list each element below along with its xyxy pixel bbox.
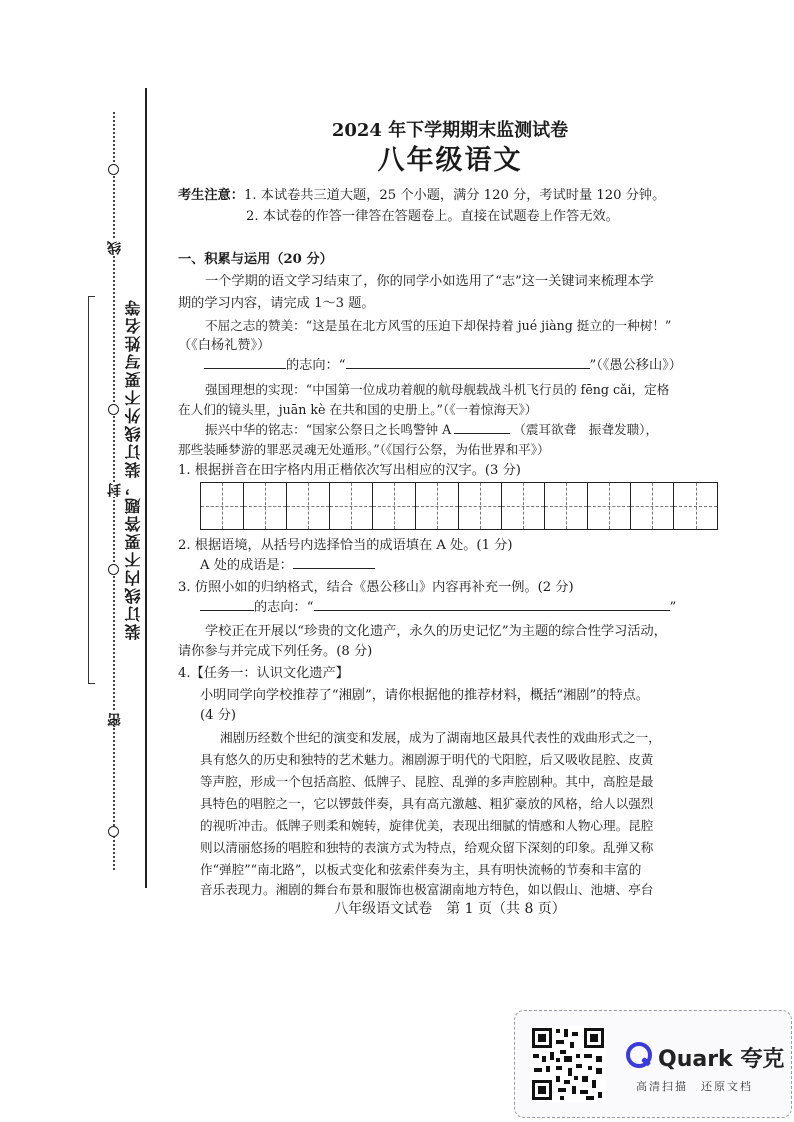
- exam-title: 2024 年下学期期末监测试卷: [331, 120, 569, 141]
- activity-line-1: 学校正在开展以“珍贵的文化遗产，永久的历史记忆”为主题的综合性学习活动，: [205, 624, 667, 639]
- notice-item-1: 1. 本试卷共三道大题，25 个小题，满分 120 分，考试时量 120 分钟。: [243, 188, 666, 203]
- q4-text-1: 小明同学向学校推荐了“湘剧”，请你根据他的推荐材料，概括“湘剧”的特点。: [200, 688, 649, 703]
- material-line-6: 则以清丽悠扬的唱腔和独特的表演方式为特点，给观众留下深刻的印象。乱弹又称: [200, 840, 654, 855]
- q2-label: A 处的成语是：: [200, 558, 293, 573]
- binding-cut-line: [145, 88, 147, 888]
- para3-line-2: 在人们的镜头里，juān kè 在共和国的史册上。”（《一着惊海天》）: [178, 402, 538, 417]
- question-3: 3. 仿照小如的归纳格式，结合《愚公移山》内容再补充一例。(2 分): [178, 580, 574, 595]
- q3-blank-quote[interactable]: [314, 598, 670, 611]
- binding-circle-top: [108, 164, 119, 175]
- material-line-1: 湘剧历经数个世纪的演变和发展，成为了湖南地区最具代表性的戏曲形式之一，: [220, 730, 661, 745]
- grid-cell[interactable]: [588, 483, 631, 529]
- answer-blank-a[interactable]: [454, 421, 510, 434]
- binding-circle-3: [108, 564, 119, 575]
- para4-pre: 振兴中华的铭志：“国家公祭日之长鸣警钟 A: [205, 422, 452, 437]
- intro-line-1: 一个学期的语文学习结束了，你的同学小如选用了“志”这一关键词来梳理本学: [205, 274, 654, 289]
- q3-answer-line: [200, 598, 720, 617]
- grid-cell[interactable]: [631, 483, 674, 529]
- question-4: 4.【任务一：认识文化遗产】: [178, 666, 349, 681]
- para2-end: ”（《愚公移山》）: [589, 358, 682, 373]
- grid-cell[interactable]: [244, 483, 287, 529]
- grid-cell[interactable]: [502, 483, 545, 529]
- quark-tagline: 高清扫描 还原文档: [636, 1080, 753, 1093]
- section-heading: 一、积累与运用（20 分）: [178, 252, 333, 267]
- quark-brand: Quark 夸克: [658, 1047, 785, 1072]
- q3-end: ”: [669, 600, 677, 615]
- binding-bracket: [88, 296, 95, 684]
- subject-title: 八年级语文: [377, 145, 523, 176]
- material-line-5: 的视听冲击。低牌子则柔和婉转，旋律优美，表现出细腻的情感和人物心理。昆腔: [200, 818, 654, 833]
- qr-code-icon: [530, 1026, 606, 1102]
- quark-logo-icon: [626, 1042, 654, 1070]
- para4-line-1: [205, 420, 725, 439]
- q3-mid: 的志向：“: [254, 600, 314, 615]
- grid-cell[interactable]: [459, 483, 502, 529]
- para4-line-2: 那些装睡梦游的罪恶灵魂无处遁形。”（《国行公祭，为佑世界和平》）: [178, 442, 550, 457]
- intro-line-2: 期的学习内容，请完成 1～3 题。: [178, 296, 375, 311]
- question-2: 2. 根据语境，从括号内选择恰当的成语填在 A 处。(1 分): [178, 538, 513, 553]
- notice-label: 考生注意：: [178, 188, 244, 203]
- grid-cell[interactable]: [330, 483, 373, 529]
- material-line-7: 作“弹腔”“南北路”，以板式变化和弦索伴奏为主，具有明快流畅的节奏和丰富的: [200, 862, 642, 877]
- para1-line-2: （《白杨礼赞》）: [178, 338, 271, 353]
- material-line-2: 具有悠久的历史和独特的艺术魅力。湘剧源于明代的弋阳腔，后又吸收昆腔、皮黄: [200, 752, 654, 767]
- page-footer: 八年级语文试卷 第 1 页（共 8 页）: [334, 901, 566, 917]
- q2-answer-blank[interactable]: [293, 556, 375, 569]
- para3-line-1: 强国理想的实现：“中国第一位成功着舰的航母舰载战斗机飞行员的 fēng cǎi，定格: [205, 382, 670, 397]
- q2-answer-line: [200, 556, 720, 575]
- answer-blank-quote[interactable]: [346, 356, 590, 369]
- answer-blank-subject[interactable]: [204, 356, 286, 369]
- notice-line-1: [178, 186, 698, 205]
- grid-cell[interactable]: [287, 483, 330, 529]
- question-1: 1. 根据拼音在田字格内用正楷依次写出相应的汉字。(3 分): [178, 463, 521, 478]
- para2-line: [204, 356, 724, 375]
- para4-post: （震耳欲聋 振聋发聩），: [513, 422, 659, 437]
- grid-cell[interactable]: [373, 483, 416, 529]
- binding-word-feng: 封: [107, 482, 123, 497]
- material-line-8: 音乐表现力。湘剧的舞台布景和服饰也极富湖南地方特色，如以假山、池塘、亭台: [200, 882, 654, 897]
- q3-blank-subject[interactable]: [200, 598, 254, 611]
- activity-line-2: 请你参与并完成下列任务。(8 分): [178, 644, 373, 659]
- binding-word-mi: 密: [107, 712, 123, 727]
- grid-cell[interactable]: [201, 483, 244, 529]
- q4-text-2: (4 分): [200, 708, 237, 723]
- para1-line-1: 不屈之志的赞美：“这是虽在北方风雪的压迫下却保持着 jué jiàng 挺立的一种树！”: [205, 318, 672, 333]
- binding-circle-2: [108, 404, 119, 415]
- tianzige-grid[interactable]: [200, 482, 718, 530]
- notice-item-2: 2. 本试卷的作答一律答在答题卷上。直接在试题卷上作答无效。: [246, 209, 619, 224]
- grid-cell[interactable]: [674, 483, 717, 529]
- grid-cell[interactable]: [416, 483, 459, 529]
- binding-word-xian: 线: [107, 240, 123, 255]
- binding-circle-bottom: [108, 826, 119, 837]
- material-line-3: 等声腔，形成一个包括高腔、低牌子、昆腔、乱弹的多声腔剧种。其中，高腔是最: [200, 774, 654, 789]
- grid-cell[interactable]: [545, 483, 588, 529]
- binding-warning: 装订线内不要答题，装订线外不要写姓名等: [124, 298, 143, 640]
- material-line-4: 具特色的唱腔之一，它以锣鼓伴奏，具有高亢激越、粗犷豪放的风格，给人以强烈: [200, 796, 654, 811]
- para2-mid: 的志向：“: [286, 358, 346, 373]
